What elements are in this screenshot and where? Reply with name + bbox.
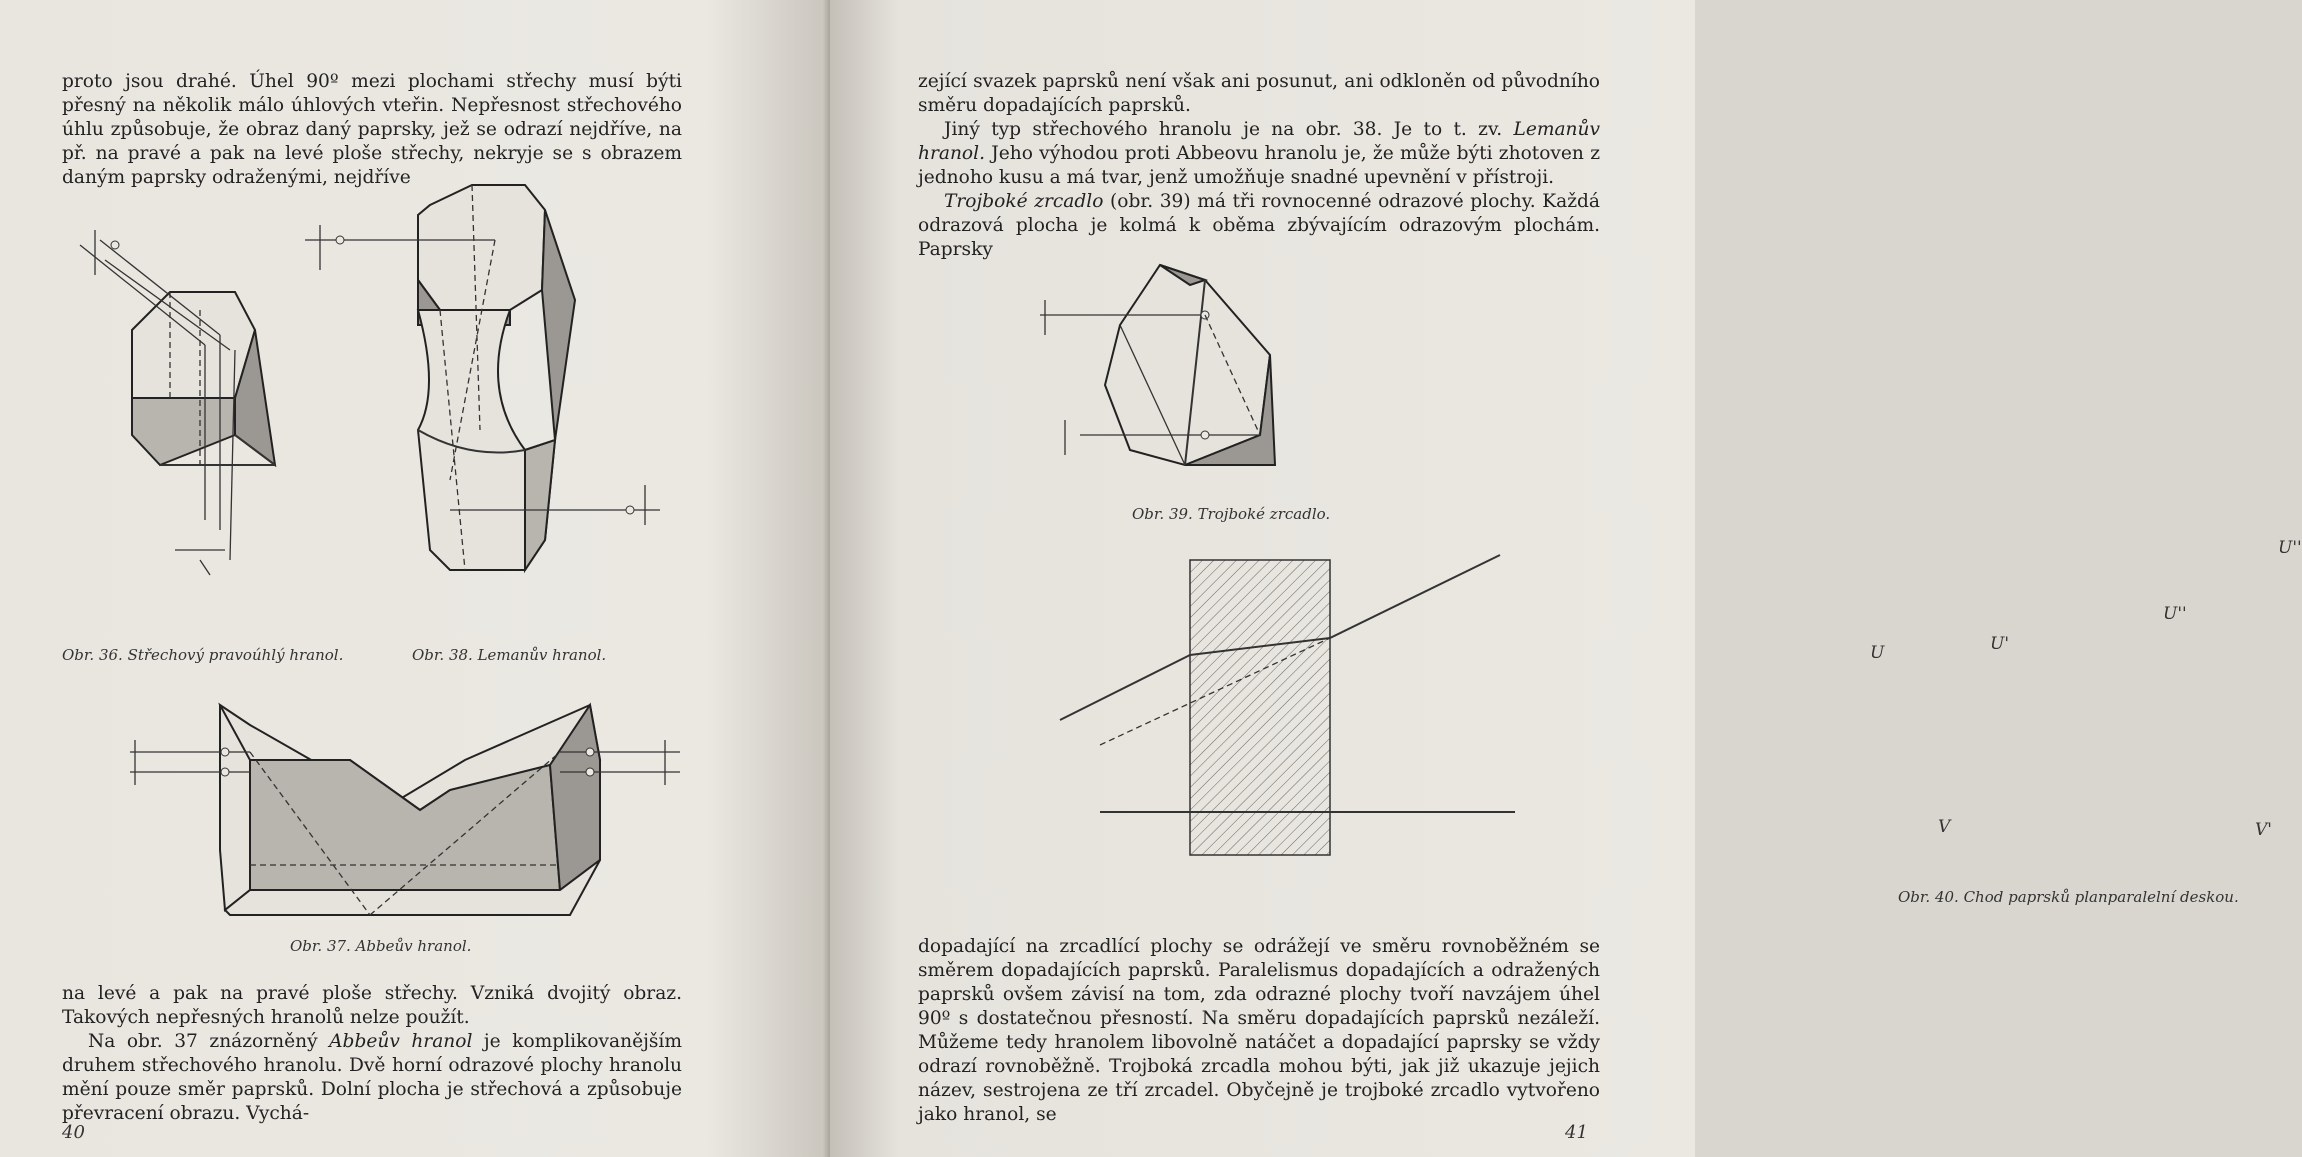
figure-40-plane-parallel-plate xyxy=(1030,540,1550,870)
right-paragraph-2: Jiný typ střechového hranolu je na obr. 38. Je to t. zv. Lemanův hranol. Jeho výhodou proti Abbeovu hranolu je, že může býti zhotoven z jednoho kusu a má tvar, jenž umožňuje snadné upevnění v přístroji. xyxy=(918,119,1600,188)
left-page-number: 40 xyxy=(62,1122,85,1143)
label-u-double-prime: U'' xyxy=(2163,604,2187,624)
right-page-number: 41 xyxy=(1565,1122,1588,1143)
figure-38-leman-prism xyxy=(300,180,680,620)
figure-37-abbe-prism xyxy=(120,700,680,930)
left-page xyxy=(0,0,830,1157)
label-v: V xyxy=(1938,817,1951,837)
label-u-prime: U' xyxy=(1990,634,2010,654)
figure-40-caption: Obr. 40. Chod paprsků planparalelní deskou. xyxy=(1898,888,2239,906)
figure-37-caption: Obr. 37. Abbeův hranol. xyxy=(290,937,472,955)
right-paragraph-3: Trojboké zrcadlo (obr. 39) má tři rovnocenné odrazové plochy. Každá odrazová plocha je kolmá k oběma zbývajícím odrazovým plochám. Paprsky xyxy=(918,191,1600,260)
figure-38-caption: Obr. 38. Lemanův hranol. xyxy=(412,646,607,664)
figure-36-roof-prism xyxy=(60,220,310,600)
left-bottom-paragraph-2: Na obr. 37 znázorněný Abbeův hranol je komplikovanějším druhem střechového hranolu. Dvě horní odrazové plochy hranolu mění pouze směr paprsků. Dolní plocha je střechová a způsobuje převracení obrazu. Vychá- xyxy=(62,1031,682,1124)
figure-39-corner-reflector xyxy=(1020,255,1320,505)
right-top-text xyxy=(918,70,1600,262)
label-u: U xyxy=(1870,643,1885,663)
right-bottom-paragraph: dopadající na zrcadlící plochy se odrážejí ve směru rovnoběžném se směrem dopadajících paprsků. Paralelismus dopadajících a odražených paprsků ovšem závisí na tom, zda odrazné plochy tvoří navzájem úhel 90º s dostatečnou přesností. Na směru dopadajících paprsků nezáleží. Můžeme tedy hranolem libovolně natáčet a dopadající paprsky se vždy odrazí rovnoběžně. Trojboká zrcadla mohou býti, jak již ukazuje jejich název, sestrojena ze tří zrcadel. Obyčejně je trojboké zrcadlo vytvořeno jako hranol, se xyxy=(918,936,1600,1125)
left-bottom-paragraph-1: na levé a pak na pravé ploše střechy. Vzniká dvojitý obraz. Takových nepřesných hranolů nelze použít. xyxy=(62,983,682,1028)
label-u-double-prime-top: U'' xyxy=(2278,538,2302,558)
right-page xyxy=(830,0,2302,1157)
right-paragraph-1: zející svazek paprsků není však ani posunut, ani odkloněn od původního směru dopadajících paprsků. xyxy=(918,71,1600,116)
left-top-paragraph: proto jsou drahé. Úhel 90º mezi plochami střechy musí býti přesný na několik málo úhlových vteřin. Nepřesnost střechového úhlu způsobuje, že obraz daný paprsky, jež se odrazí nejdříve, na př. na pravé a pak na levé ploše střechy, nekryje se s obrazem daným paprsky odraženými, nejdříve xyxy=(62,71,682,188)
figure-36-caption: Obr. 36. Střechový pravoúhlý hranol. xyxy=(62,646,344,664)
figure-39-caption: Obr. 39. Trojboké zrcadlo. xyxy=(1132,505,1331,523)
label-v-prime: V' xyxy=(2255,820,2272,840)
glass-plate xyxy=(1190,560,1330,855)
left-bottom-text xyxy=(62,982,682,1126)
